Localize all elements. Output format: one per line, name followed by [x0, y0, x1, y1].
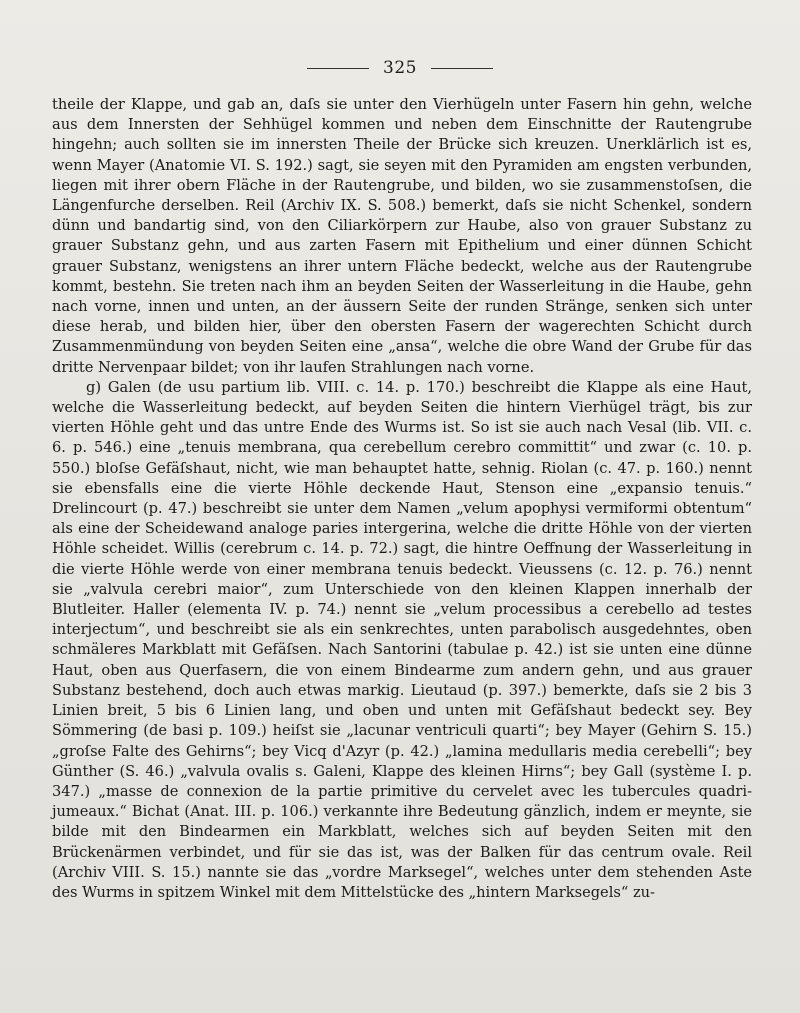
page-number: 325	[383, 58, 417, 78]
body-text	[52, 95, 752, 903]
header-rule-left	[307, 68, 369, 69]
paragraph-g: g) Galen (de usu partium lib. VIII. c. 14. p. 170.) beschreibt die Klappe als eine Haut, welche die Wasserleitung bedeckt, auf beyden Seiten die hintern Vierhügel trägt, bis zur vierten Höhle geht und das untre Ende des Wurms ist. So ist sie auch nach Vesal (lib. VII. c. 6. p. 546.) eine „tenuis membrana, qua cerebellum cerebro committit“ und zwar (c. 10. p. 550.) bloſse Gefäſshaut, nicht, wie man behauptet hatte, sehnig. Riolan (c. 47. p. 160.) nennt sie ebensfalls eine die vierte Höhle deckende Haut, Stenson eine „expansio tenuis.“ Drelincourt (p. 47.) beschreibt sie unter dem Namen „velum apophysi vermiformi obtentum“ als eine der Scheidewand analoge paries intergerina, welche die dritte Höhle von der vierten Höhle scheidet. Willis (cerebrum c. 14. p. 72.) sagt, die hintre Oeffnung der Wasserleitung in die vierte Höhle werde von einer membrana tenuis bedeckt. Vieussens (c. 12. p. 76.) nennt sie „valvula cerebri maior“, zum Unterschiede von den kleinen Klappen innerhalb der Blutleiter. Haller (elementa IV. p. 74.) nennt sie „velum processibus a cerebello ad testes interjectum“, und beschreibt sie als ein senkrechtes, unten parabolisch ausgedehntes, oben schmäleres Markblatt mit Gefäſsen. Nach Santorini (tabulae p. 42.) ist sie unten eine dünne Haut, oben aus Querfasern, die von einem Bindearme zum andern gehn, und aus grauer Substanz bestehend, doch auch etwas markig. Lieutaud (p. 397.) bemerkte, daſs sie 2 bis 3 Linien breit, 5 bis 6 Linien lang, und oben und unten mit Gefäſshaut bedeckt sey. Bey Sömmering (de basi p. 109.) heiſst sie „lacunar ventriculi quarti“; bey Mayer (Gehirn S. 15.) „groſse Falte des Gehirns“; bey Vicq d'Azyr (p. 42.) „lamina medullaris media cerebelli“; bey Günther (S. 46.) „valvula ovalis s. Galeni, Klappe des kleinen Hirns“; bey Gall (système I. p. 347.) „masse de connexion de la partie primitive du cervelet avec les tubercules quadri-jumeaux.“ Bichat (Anat. III. p. 106.) verkannte ihre Bedeutung gänzlich, indem er meynte, sie bilde mit den Bindearmen ein Markblatt, welches sich auf beyden Seiten mit den Brückenärmen verbindet, und für sie das ist, was der Balken für das centrum ovale. Reil (Archiv VIII. S. 15.) nannte sie das „vordre Marksegel“, welches unter dem stehenden Aste des Wurms in spitzem Winkel mit dem Mittelstücke des „hintern Marksegels“ zu-	[52, 378, 752, 901]
page-header	[0, 58, 800, 78]
paragraph-continued: theile der Klappe, und gab an, daſs sie unter den Vierhügeln unter Fasern hin gehn, welche aus dem Innersten der Sehhügel kommen und neben dem Einschnitte der Rautengrube hingehn; auch sollten sie im innersten Theile der Brücke sich kreuzen. Unerklärlich ist es, wenn Mayer (Anatomie VI. S. 192.) sagt, sie seyen mit den Pyramiden am engsten verbunden, liegen mit ihrer obern Fläche in der Rautengrube, und bilden, wo sie zusammenstoſsen, die Längenfurche derselben. Reil (Archiv IX. S. 508.) bemerkt, daſs sie nicht Schenkel, sondern dünn und bandartig sind, von den Ciliarkörpern zur Haube, also von grauer Substanz zu grauer Substanz gehn, und aus zarten Fasern mit Epithelium und einer dünnen Schicht grauer Substanz, wenigstens an ihrer untern Fläche bedeckt, welche aus der Rautengrube kommt, bestehn. Sie treten nach ihm an beyden Seiten der Wasserleitung in die Haube, gehn nach vorne, innen und unten, an der äussern Seite der runden Stränge, senken sich unter diese herab, und bilden hier, über den obersten Fasern der wagerechten Schicht durch Zusammenmündung von beyden Seiten eine „ansa“, welche die obre Wand der Grube für das dritte Nervenpaar bildet; von ihr laufen Strahlungen nach vorne.	[52, 96, 752, 376]
header-rule-right	[431, 68, 493, 69]
